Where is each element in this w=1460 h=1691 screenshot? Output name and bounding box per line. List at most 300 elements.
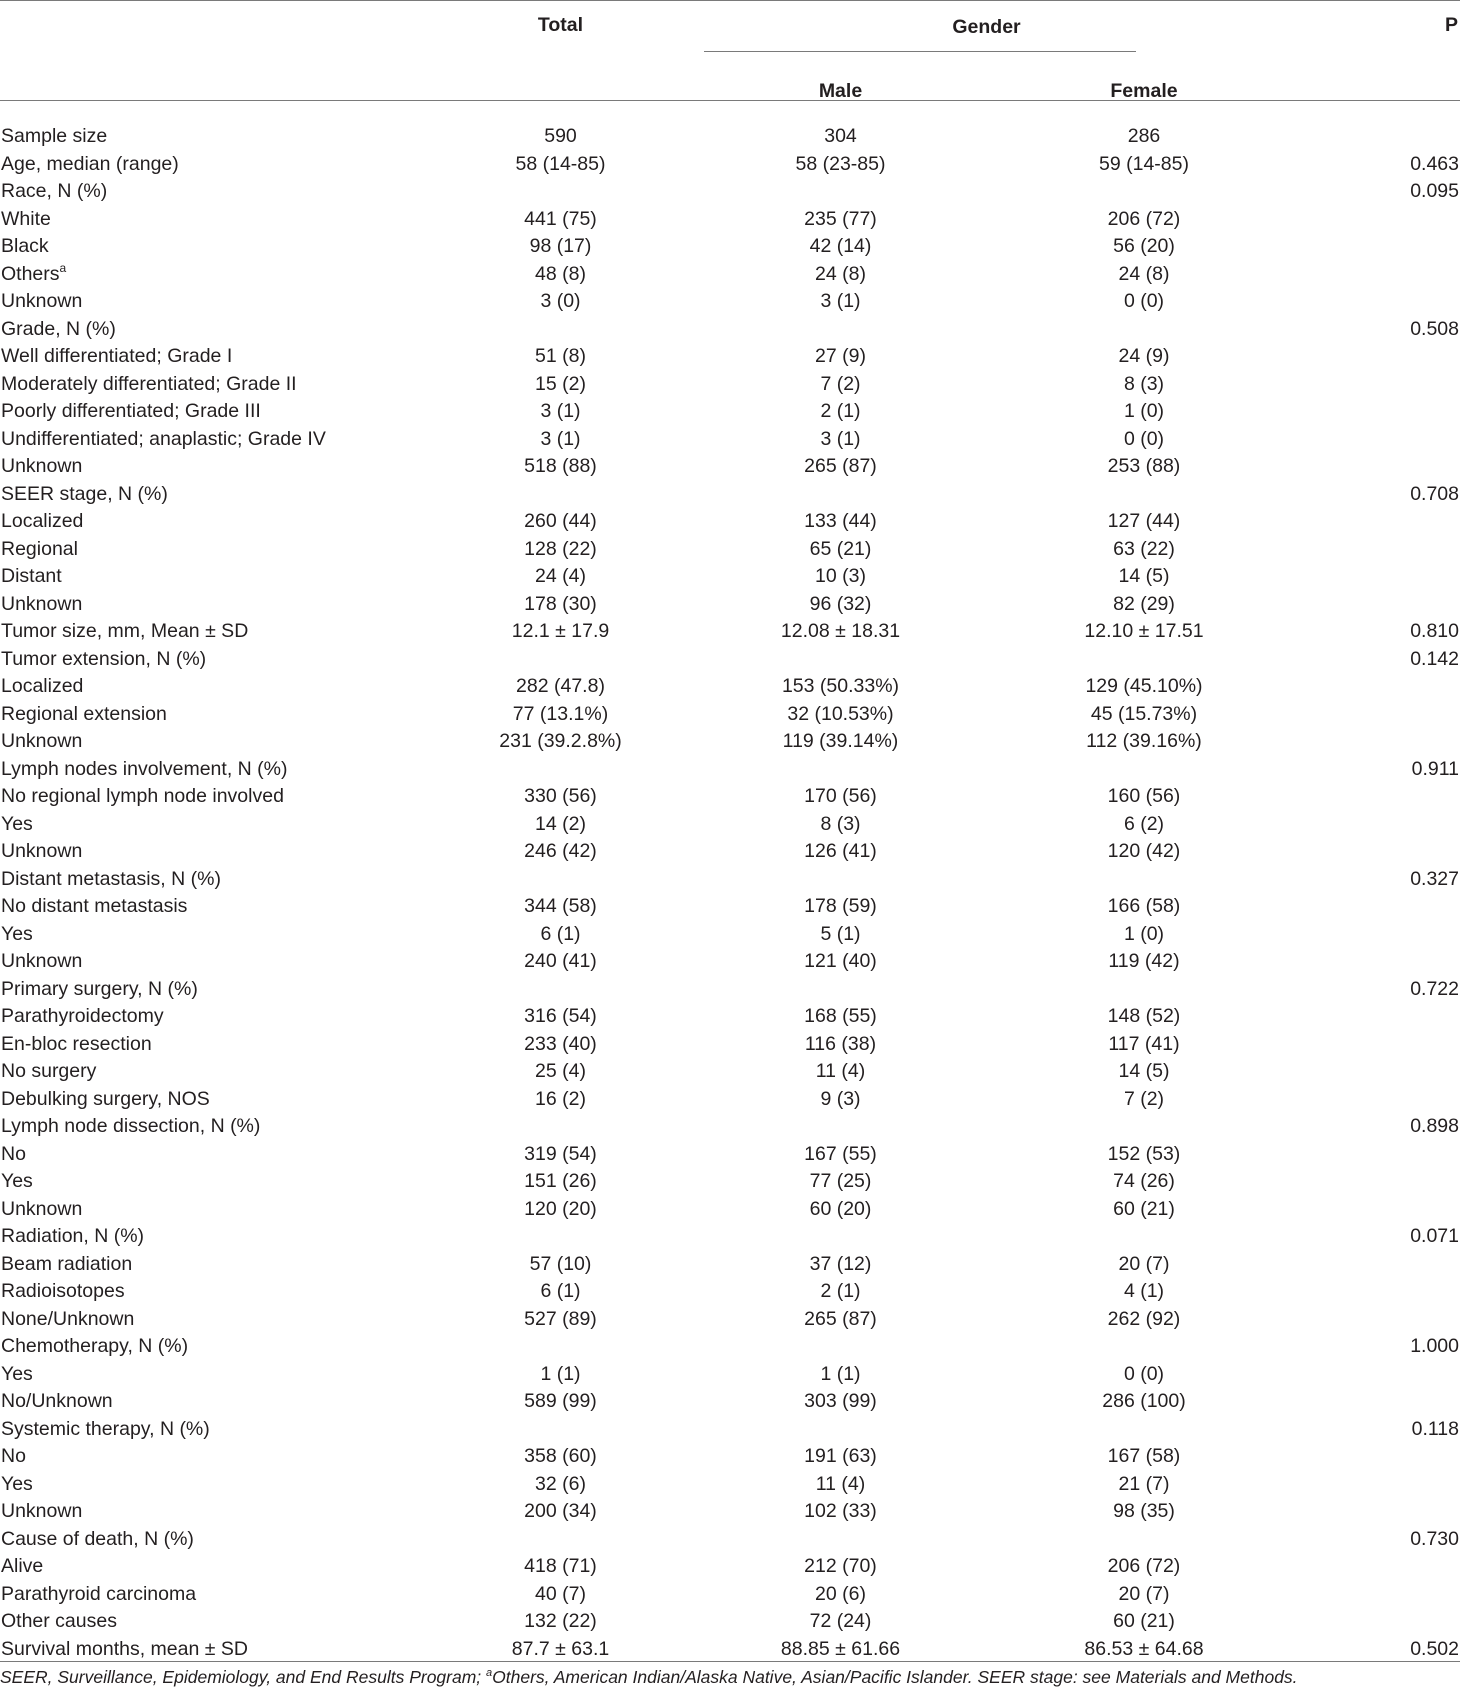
row-label-cell [0,728,438,756]
cell-p-value: 0.327 [1410,867,1459,890]
cell-female: 74 (26) [1113,1170,1175,1193]
row-label-cell [0,1251,438,1279]
table-row [0,261,1460,289]
table-row [0,151,1460,179]
row-label: Unknown [1,730,83,753]
cell-male: 1 (1) [820,1362,861,1385]
cell-male: 304 [824,125,857,148]
cell-female [998,646,1290,674]
cell-female: 14 (5) [1118,1060,1170,1083]
cell-male: 8 (3) [820,812,861,835]
row-label: Localized [1,510,84,533]
row-label: Radioisotopes [1,1280,125,1303]
cell-total: 3 (1) [540,427,581,450]
cell-female: 24 (8) [1118,262,1170,285]
row-label: Yes [1,812,33,835]
cell-p-value [1290,1141,1460,1169]
row-label: Sample size [1,125,108,148]
cell-male: 5 (1) [820,922,861,945]
cell-p-value: 0.508 [1410,317,1459,340]
table-row [0,646,1460,674]
cell-p-value [1290,1031,1460,1059]
row-label-cell [0,1608,438,1636]
table-row [0,783,1460,811]
cell-male: 27 (9) [815,345,866,368]
table-row [0,1416,1460,1444]
table-row [0,398,1460,426]
row-label: No regional lymph node involved [1,785,284,808]
cell-male: 42 (14) [809,235,872,258]
cell-total: 233 (40) [524,1032,597,1055]
table-row [0,1361,1460,1389]
cell-total [438,866,683,894]
cell-female: 7 (2) [1123,1087,1165,1110]
cell-female: 21 (7) [1118,1472,1170,1495]
cell-total: 98 (17) [529,235,592,258]
table-row [0,1251,1460,1279]
table-row [0,1608,1460,1636]
table-row [0,178,1460,206]
cell-p-value [1290,343,1460,371]
row-label: Tumor extension, N (%) [1,647,207,670]
table-row [0,1031,1460,1059]
cell-female [998,756,1290,784]
cell-p-value: 0.071 [1410,1225,1459,1248]
row-label-cell [0,123,438,151]
cell-p-value: 0.730 [1410,1527,1459,1550]
table-footnote [0,1667,1460,1688]
cell-total: 200 (34) [524,1500,597,1523]
cell-male [683,316,998,344]
cell-p-value [1290,261,1460,289]
row-label: Black [1,235,49,258]
cell-male [683,646,998,674]
cell-male: 3 (1) [820,290,861,313]
cell-p-value [1290,811,1460,839]
cell-total: 260 (44) [524,510,597,533]
table-row [0,1443,1460,1471]
row-label-cell [0,1526,438,1554]
cell-total: 231 (39.2.8%) [499,730,622,753]
cell-female: 59 (14-85) [1099,152,1189,175]
table-row [0,508,1460,536]
table-row [0,921,1460,949]
row-label-cell [0,206,438,234]
row-label-cell [0,1031,438,1059]
row-label-cell [0,1361,438,1389]
cell-total: 120 (20) [524,1197,597,1220]
header-gender: Gender [952,16,1021,38]
row-label: Regional [1,537,78,560]
table-row [0,728,1460,756]
cell-p-value [1290,1196,1460,1224]
row-label: Unknown [1,1500,83,1523]
cell-total [438,756,683,784]
header-empty-cell [0,65,438,117]
cell-p-value [1290,1388,1460,1416]
table-row [0,536,1460,564]
cell-total: 3 (1) [540,400,581,423]
cell-total [438,1416,683,1444]
table-row [0,701,1460,729]
row-label-cell [0,701,438,729]
cell-p-value: 0.118 [1411,1417,1459,1440]
cell-total: 319 (54) [524,1142,597,1165]
cell-total: 12.1 ± 17.9 [511,620,610,643]
cell-female: 167 (58) [1107,1445,1181,1468]
cell-male: 126 (41) [804,840,877,863]
row-label: Grade, N (%) [1,317,116,340]
cell-female [998,1223,1290,1251]
row-label: Race, N (%) [1,180,108,203]
cell-p-value [1290,123,1460,151]
table-header [0,0,1460,123]
cell-total [438,178,683,206]
row-label: Undifferentiated; anaplastic; Grade IV [1,427,326,450]
table-row [0,481,1460,509]
row-label-cell [0,866,438,894]
cell-total: 282 (47.8) [516,675,605,698]
row-label: Parathyroidectomy [1,1005,164,1028]
cell-total [438,1223,683,1251]
row-label: Yes [1,1472,33,1495]
row-label: Distant metastasis, N (%) [1,867,221,890]
row-label-cell [0,426,438,454]
cell-female: 82 (29) [1113,592,1175,615]
row-label-cell [0,756,438,784]
cell-female: 127 (44) [1107,510,1181,533]
row-label: Tumor size, mm, Mean ± SD [1,620,249,643]
cell-male: 303 (99) [804,1390,877,1413]
cell-p-value [1290,783,1460,811]
cell-female: 24 (9) [1118,345,1170,368]
row-label: Cause of death, N (%) [1,1527,194,1550]
table-row [0,673,1460,701]
table-row [0,233,1460,261]
row-label: None/Unknown [1,1307,135,1330]
table-row [0,1306,1460,1334]
cell-total: 246 (42) [524,840,597,863]
row-label: Others [1,262,60,285]
row-label-cell [0,316,438,344]
row-label: Lymph nodes involvement, N (%) [1,757,288,780]
row-label: Yes [1,1170,33,1193]
cell-female: 148 (52) [1107,1005,1181,1028]
cell-total: 132 (22) [524,1610,597,1633]
cell-total: 151 (26) [524,1170,597,1193]
cell-p-value [1290,288,1460,316]
cell-p-value [1290,1608,1460,1636]
cell-female: 0 (0) [1123,1362,1165,1385]
cell-female: 12.10 ± 17.51 [1084,620,1204,643]
cell-male: 167 (55) [804,1142,877,1165]
row-label-cell [0,1058,438,1086]
header-empty-cell [0,0,438,65]
cell-total: 40 (7) [535,1582,586,1605]
cell-p-value: 0.722 [1410,977,1459,1000]
table-row [0,1113,1460,1141]
cell-male: 3 (1) [820,427,861,450]
cell-male: 32 (10.53%) [787,702,894,725]
cell-total: 590 [544,125,577,148]
cell-total: 6 (1) [540,922,581,945]
cell-p-value [1290,1168,1460,1196]
row-label: Poorly differentiated; Grade III [1,400,261,423]
row-label-cell [0,1553,438,1581]
cell-p-value: 1.000 [1410,1335,1459,1358]
row-label-cell [0,646,438,674]
cell-male: 168 (55) [804,1005,877,1028]
cell-p-value [1290,948,1460,976]
row-label: Age, median (range) [1,152,179,175]
cell-p-value: 0.911 [1411,757,1459,780]
cell-female: 20 (7) [1118,1252,1170,1275]
gender-span-rule [704,51,1136,52]
table-row [0,866,1460,894]
cell-p-value [1290,1003,1460,1031]
cell-female: 60 (21) [1113,1197,1175,1220]
row-label: Lymph node dissection, N (%) [1,1115,261,1138]
cell-male: 191 (63) [804,1445,877,1468]
header-p: P [1444,14,1458,36]
row-label: No distant metastasis [1,895,188,918]
cell-total [438,1333,683,1361]
cell-male: 116 (38) [804,1032,877,1055]
cell-female: 1 (0) [1123,400,1165,423]
table-row [0,206,1460,234]
cell-total: 527 (89) [524,1307,597,1330]
table-row [0,1196,1460,1224]
cell-female: 117 (41) [1108,1032,1180,1055]
table-row [0,1498,1460,1526]
table-row [0,426,1460,454]
cell-female: 0 (0) [1123,427,1165,450]
cell-female: 56 (20) [1113,235,1175,258]
row-label: Systemic therapy, N (%) [1,1417,210,1440]
table-row [0,1058,1460,1086]
cell-female: 6 (2) [1123,812,1165,835]
row-label: Regional extension [1,702,167,725]
row-label: Beam radiation [1,1252,133,1275]
row-label: Well differentiated; Grade I [1,345,233,368]
row-label: Unknown [1,592,83,615]
cell-male: 60 (20) [809,1197,872,1220]
cell-male: 37 (12) [809,1252,872,1275]
row-label-cell [0,673,438,701]
cell-male: 10 (3) [815,565,866,588]
row-label-cell [0,343,438,371]
cell-total: 330 (56) [524,785,597,808]
cell-p-value [1290,1278,1460,1306]
row-label-cell [0,1086,438,1114]
cell-p-value [1290,1251,1460,1279]
row-label-cell [0,1581,438,1609]
footnote-superscript: a [486,1667,493,1679]
row-label: Moderately differentiated; Grade II [1,372,297,395]
cell-total [438,646,683,674]
row-label: Distant [1,565,62,588]
table-row [0,1141,1460,1169]
cell-total [438,481,683,509]
cell-male [683,976,998,1004]
row-label-cell [0,151,438,179]
cell-female: 20 (7) [1118,1582,1170,1605]
cell-female [998,1333,1290,1361]
cell-male: 2 (1) [820,400,861,423]
row-label-cell [0,178,438,206]
cell-p-value [1290,1086,1460,1114]
row-label-cell [0,1416,438,1444]
table-row [0,1278,1460,1306]
table-row [0,618,1460,646]
cell-male [683,1113,998,1141]
cell-male [683,178,998,206]
cell-total: 316 (54) [524,1005,597,1028]
row-label: Survival months, mean ± SD [1,1637,248,1660]
cell-total: 87.7 ± 63.1 [511,1637,610,1660]
row-label: Unknown [1,455,83,478]
cell-p-value [1290,838,1460,866]
cell-total: 3 (0) [540,290,581,313]
cell-total: 57 (10) [529,1252,592,1275]
row-label-cell [0,783,438,811]
cell-female: 8 (3) [1123,372,1165,395]
table-row [0,123,1460,151]
cell-male: 77 (25) [809,1170,872,1193]
cell-male: 265 (87) [804,1307,877,1330]
row-label-cell [0,1636,438,1664]
table-row [0,1333,1460,1361]
cell-p-value [1290,673,1460,701]
cell-male: 12.08 ± 18.31 [780,620,901,643]
cell-p-value [1290,701,1460,729]
cell-p-value [1290,233,1460,261]
cell-male: 96 (32) [809,592,872,615]
cell-female: 63 (22) [1113,537,1175,560]
cell-total: 441 (75) [524,207,597,230]
cell-p-value [1290,371,1460,399]
row-label-cell [0,453,438,481]
cell-male: 11 (4) [815,1060,866,1083]
header-total: Total [537,14,584,36]
cell-female: 45 (15.73%) [1090,702,1198,725]
table-row [0,948,1460,976]
row-label-cell [0,618,438,646]
row-label: Other causes [1,1610,117,1633]
row-label: Unknown [1,840,83,863]
row-label-cell [0,1443,438,1471]
cell-p-value [1290,508,1460,536]
cell-male [683,1223,998,1251]
cell-p-value [1290,893,1460,921]
cell-female: 14 (5) [1118,565,1170,588]
row-label-cell [0,811,438,839]
row-label: Localized [1,675,84,698]
cell-female [998,481,1290,509]
table-row [0,1223,1460,1251]
row-label-superscript: a [59,260,67,275]
cell-total [438,976,683,1004]
table-row [0,893,1460,921]
cell-total: 32 (6) [535,1472,586,1495]
cell-p-value [1290,426,1460,454]
cell-total: 25 (4) [535,1060,586,1083]
cell-female [998,1416,1290,1444]
row-label: Yes [1,922,33,945]
cell-female: 160 (56) [1107,785,1181,808]
cell-male: 24 (8) [815,262,866,285]
row-label: Unknown [1,950,83,973]
row-label-cell [0,1333,438,1361]
row-label-cell [0,261,438,289]
cell-female: 166 (58) [1107,895,1181,918]
cell-male: 20 (6) [815,1582,866,1605]
cell-p-value [1290,1553,1460,1581]
header-female: Female [1110,79,1178,102]
cell-female: 129 (45.10%) [1085,675,1203,698]
row-label-cell [0,1388,438,1416]
cell-female [998,1113,1290,1141]
row-label-cell [0,233,438,261]
footnote-text-2: Others, American Indian/Alaska Native, Asian/Pacific Islander. SEER stage: see Materials and Methods. [492,1667,1298,1687]
row-label-cell [0,1141,438,1169]
cell-male [683,481,998,509]
cell-p-value: 0.502 [1410,1637,1459,1660]
header-male: Male [818,79,863,102]
table-row [0,453,1460,481]
cell-male: 212 (70) [804,1555,877,1578]
row-label-cell [0,1278,438,1306]
cell-male: 178 (59) [804,895,877,918]
cell-female: 112 (39.16%) [1086,730,1202,753]
table-row [0,343,1460,371]
row-label-cell [0,398,438,426]
table-row [0,1388,1460,1416]
row-label: No [1,1142,26,1165]
row-label: Alive [1,1555,44,1578]
row-label-cell [0,921,438,949]
cell-p-value: 0.463 [1410,152,1459,175]
table-row [0,1003,1460,1031]
cell-p-value [1290,1498,1460,1526]
row-label: White [1,207,51,230]
row-label: Radiation, N (%) [1,1225,145,1248]
cell-total [438,316,683,344]
cell-female [998,316,1290,344]
table-row [0,1553,1460,1581]
row-label: Chemotherapy, N (%) [1,1335,189,1358]
cell-male: 9 (3) [820,1087,861,1110]
row-label-cell [0,1003,438,1031]
table-row [0,316,1460,344]
cell-total: 14 (2) [535,812,586,835]
cell-female: 86.53 ± 64.68 [1084,1637,1204,1660]
cell-p-value [1290,1471,1460,1499]
row-label-cell [0,536,438,564]
table-row [0,1086,1460,1114]
cell-p-value: 0.898 [1410,1115,1459,1138]
cell-total: 6 (1) [540,1280,581,1303]
row-label-cell [0,481,438,509]
cell-total: 589 (99) [524,1390,597,1413]
cell-female [998,976,1290,1004]
cell-male [683,1416,998,1444]
table-row [0,1581,1460,1609]
row-label: Unknown [1,290,83,313]
footnote-text-1: SEER, Surveillance, Epidemiology, and End Results Program; [0,1667,487,1687]
cell-p-value [1290,1058,1460,1086]
row-label: Parathyroid carcinoma [1,1582,197,1605]
